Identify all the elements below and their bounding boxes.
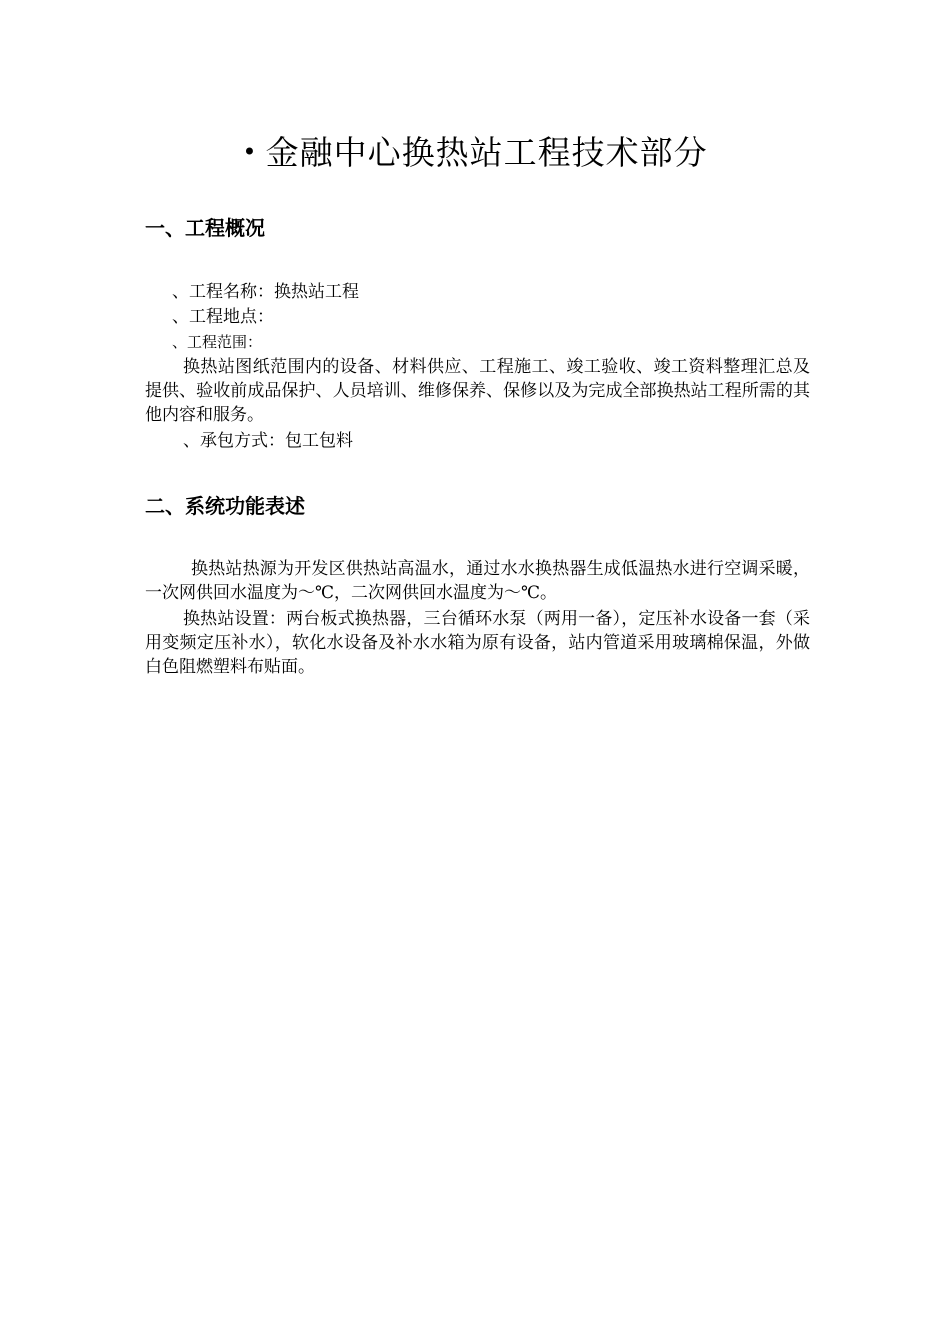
document-title-text: 金融中心换热站工程技术部分 [265,133,708,172]
system-heat-source-paragraph: 换热站热源为开发区供热站高温水，通过水水换热器生成低温热水进行空调采暖，一次网供回水温度为～℃，二次网供回水温度为～℃。 [145,559,810,603]
contract-mode-line: 、承包方式：包工包料 [183,431,353,451]
document-title [0,130,950,175]
project-scope-text: 换热站图纸范围内的设备、材料供应、工程施工、竣工验收、竣工资料整理汇总及提供、验收前成品保护、人员培训、维修保养、保修以及为完成全部换热站工程所需的其他内容和服务。 [145,357,810,425]
project-scope-line: 、工程范围： [172,333,263,351]
title-bullet: • [242,138,258,166]
section-heading-system-function: 二、系统功能表述 [145,494,305,518]
section-heading-overview: 一、工程概况 [145,216,265,240]
project-name-line: 、工程名称：换热站工程 [172,282,359,302]
system-equipment-paragraph: 换热站设置：两台板式换热器，三台循环水泵（两用一备），定压补水设备一套（采用变频定压补水），软化水设备及补水水箱为原有设备，站内管道采用玻璃棉保温，外做白色阻燃塑料布贴面。 [145,609,810,677]
project-location-line: 、工程地点： [172,307,274,327]
